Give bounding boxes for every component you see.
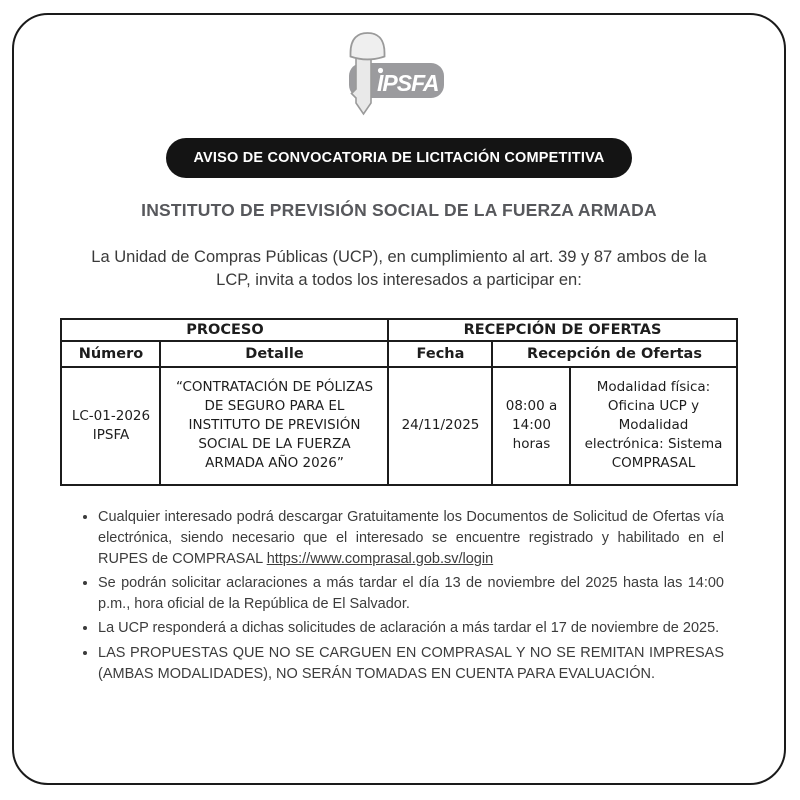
bullet-text: Se podrán solicitar aclaraciones a más tardar el día 13 de noviembre del 2025 hasta las 14:00 p.m., hora oficial de la República de El Salvador. xyxy=(98,575,724,613)
list-item xyxy=(98,507,724,570)
process-table xyxy=(60,318,737,486)
group-header-recepcion: RECEPCIÓN DE OFERTAS xyxy=(388,319,736,341)
bullet-text: Cualquier interesado podrá descargar Gratuitamente los Documentos de Solicitud de Ofertas vía electrónica, siendo necesario que el interesado se encuentre registrado y habilitado en el RUPES de COMPRASAL xyxy=(98,508,724,567)
bullet-list xyxy=(78,507,724,685)
cell-horario: 08:00 a 14:00 horas xyxy=(492,367,570,485)
document-page xyxy=(12,13,786,785)
page-title: INSTITUTO DE PREVISIÓN SOCIAL DE LA FUERZA ARMADA xyxy=(141,200,657,220)
bullet-text: La UCP responderá a dichas solicitudes de aclaración a más tardar el 17 de noviembre de 2025. xyxy=(98,620,720,637)
col-header-recepcion-ofertas: Recepción de Ofertas xyxy=(492,341,736,367)
comprasal-login-link[interactable]: https://www.comprasal.gob.sv/login xyxy=(266,550,494,567)
banner-title: AVISO DE CONVOCATORIA DE LICITACIÓN COMPETITIVA xyxy=(166,138,631,178)
list-item xyxy=(98,618,724,639)
col-header-detalle: Detalle xyxy=(160,341,388,367)
logo-text: IPSFA xyxy=(377,70,439,96)
list-item xyxy=(98,643,724,685)
col-header-fecha: Fecha xyxy=(388,341,492,367)
helmet-icon xyxy=(351,33,385,60)
logo-container xyxy=(14,32,784,118)
cell-numero: LC-01-2026 IPSFA xyxy=(61,367,160,485)
notes-section xyxy=(78,507,724,685)
table-row xyxy=(61,367,736,485)
bullet-text: LAS PROPUESTAS QUE NO SE CARGUEN EN COMPRASAL Y NO SE REMITAN IMPRESAS (AMBAS MODALIDADES), NO SERÁN TOMADAS EN CUENTA PARA EVALUACIÓN. xyxy=(98,644,724,682)
cell-modalidad: Modalidad física: Oficina UCP y Modalidad electrónica: Sistema COMPRASAL xyxy=(570,367,736,485)
col-header-numero: Número xyxy=(61,341,160,367)
intro-paragraph: La Unidad de Compras Públicas (UCP), en cumplimiento al art. 39 y 87 ambos de la LCP, invita a todos los interesados a participar en: xyxy=(91,248,707,290)
list-item xyxy=(98,573,724,615)
ipsfa-logo xyxy=(347,32,451,116)
table-column-header-row xyxy=(61,341,736,367)
cell-detalle: “CONTRATACIÓN DE PÓLIZAS DE SEGURO PARA EL INSTITUTO DE PREVISIÓN SOCIAL DE LA FUERZA ARMADA AÑO 2026” xyxy=(160,367,388,485)
group-header-proceso: PROCESO xyxy=(61,319,388,341)
table-group-header-row xyxy=(61,319,736,341)
cell-fecha: 24/11/2025 xyxy=(388,367,492,485)
banner-row xyxy=(14,138,784,178)
